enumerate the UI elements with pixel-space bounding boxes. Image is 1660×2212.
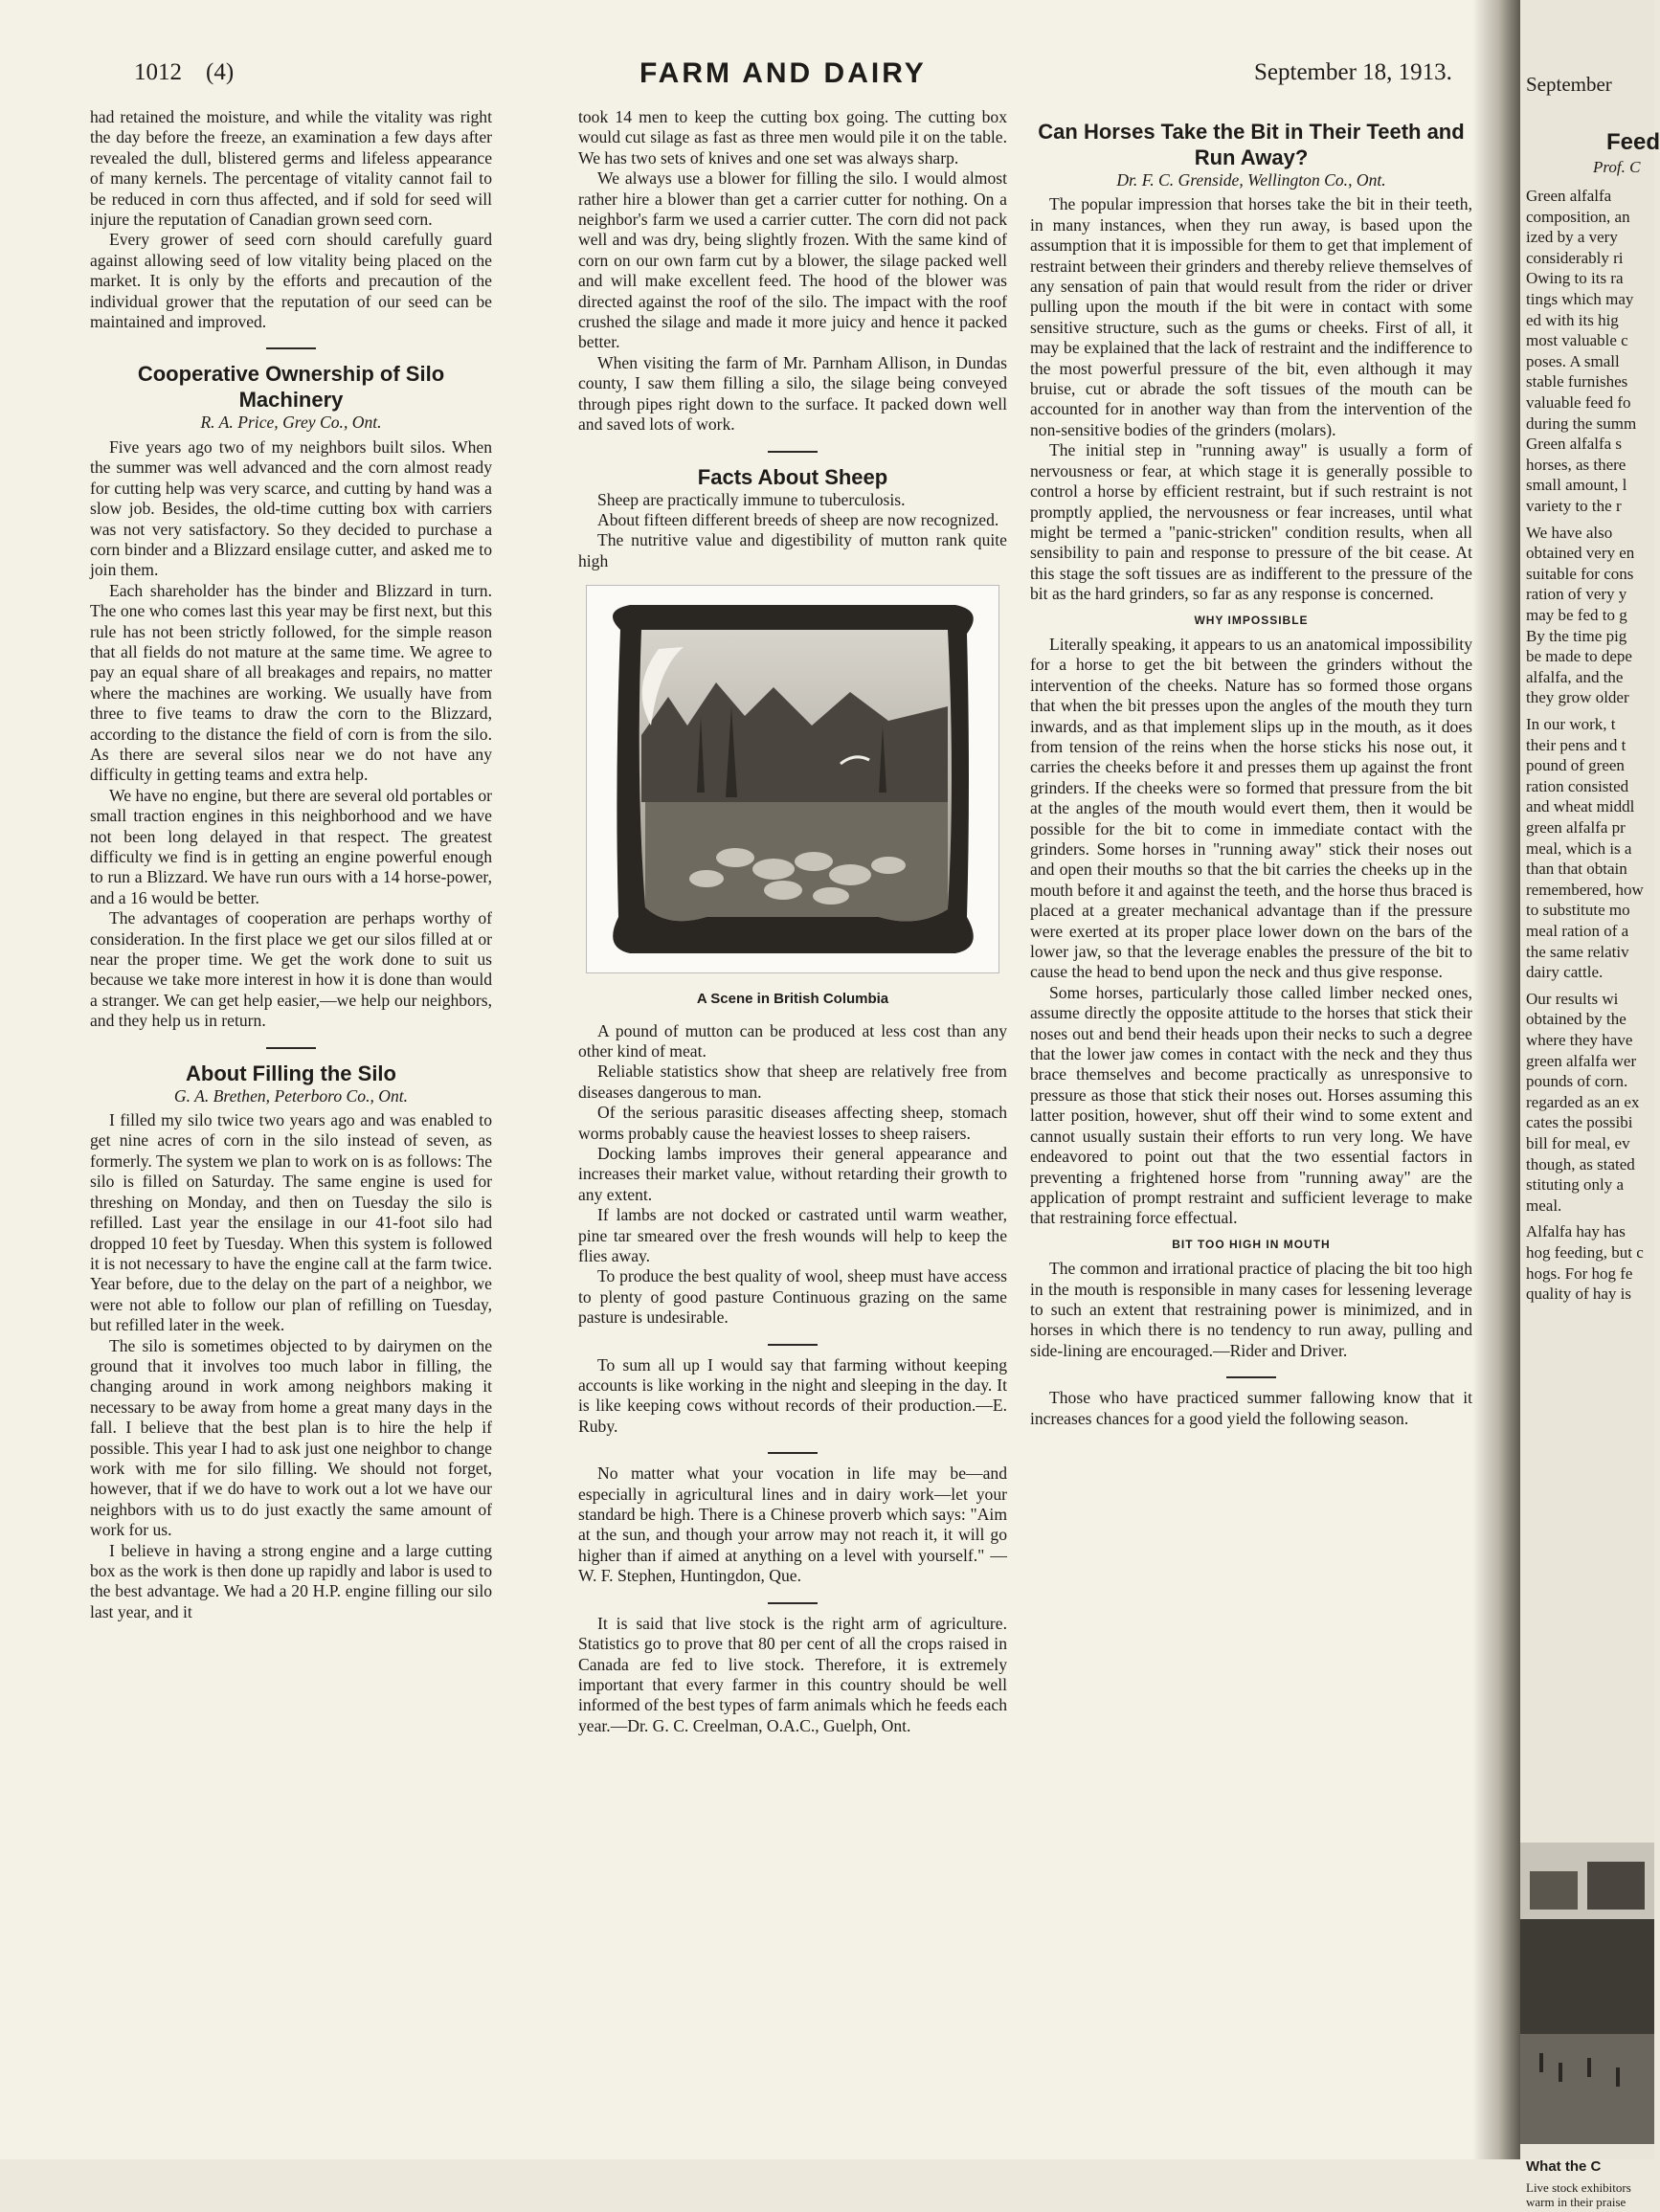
adjacent-page-line: most valuable c [1526, 331, 1628, 350]
divider [768, 1452, 818, 1454]
adjacent-page-line: during the summ [1526, 413, 1637, 433]
byline-grenside: Dr. F. C. Grenside, Wellington Co., Ont. [1116, 170, 1386, 190]
article-paragraph: I filled my silo twice two years ago and was enabled to get nine acres of corn in the silo instead of seven, as formerly. The system we plan to work on is as follows: The silo is filled on Saturday. The same engine is used for threshing on Monday, and then on Tuesday the silo is refilled. Last year the ensilage in our 41-foot silo had dropped 10 feet by Tuesday. When this system is followed it is not necessary to have the engine call at the farm twice. Year before, due to the delay on the part of a neighbor, we were not able to follow our plan of refilling on Tuesday, but refilled later in the week. [90, 1110, 492, 1335]
adjacent-caption-line: warm in their praise [1526, 2195, 1626, 2209]
adjacent-page-line: considerably ri [1526, 248, 1624, 267]
article-paragraph: Sheep are practically immune to tuberculosis. [597, 489, 906, 509]
article-paragraph: The advantages of cooperation are perhaps worthy of consideration. In the first place we get our silos filled at or near the proper time. We get the work done to suit us because we take more interest in how it is done than would a stranger. We can get help easier,—we help our neighbors, and they help us in return. [90, 908, 492, 1031]
sheep-photo-image [592, 592, 994, 967]
article-title-cooperative-ownership: Cooperative Ownership of Silo Machinery [137, 362, 445, 413]
adjacent-page-line: Green alfalfa s [1526, 435, 1623, 454]
adjacent-page-line: meal ration of a [1526, 922, 1629, 940]
article-paragraph: Literally speaking, it appears to us an anatomical impossibility for a horse to get the bit between the grinders without the intervention of the cheeks. Nature has so formed those organs that when the bit presses upon the angles of the mouth they turn inwards, and as that implement slips up in the mouth, as it does from tension of the reins when the horse sticks his nose out, it carries the cheeks before it and presses them up against the front grinders. If the cheeks were so formed that pressure from the bit at the angles of the mouth would evert them, then it would be possible for the bit to come in immediate contact with the grinders. Some horses in "running away" stick their noses out and open their mouths so that the bit carries the cheeks up in the mouth before it and against the teeth, and the horse thus braced is placed at a greater mechanical advantage than if the pressure were exerted at its proper place lower down on the bars of the lower jaw, so that the leverage enables the pressure of the bit to cause the head to bend upon the neck and thus give response. [1030, 634, 1472, 982]
adjacent-page-line: horses, as there [1526, 455, 1626, 474]
adjacent-page-line: poses. A small [1526, 351, 1620, 370]
article-paragraph: The silo is sometimes objected to by dairymen on the ground that it involves too much labor in filling, the changing around in work among neighbors making it necessary to be away from home a great many days in the fall. I believe that the best plan is to hire the help if possible. This year I had to ask just one neighbor to change work with me for silo filling. We should not forget, however, that if we do have to work out a lot we have our neighbors with us to do just exactly the same amount of work for us. [90, 1335, 492, 1540]
divider [266, 347, 316, 349]
article-paragraph: When visiting the farm of Mr. Parnham Allison, in Dundas county, I saw them filling a silo, the silage being conveyed through pipes right down to the surface. It packed down well and saved lots of work. [578, 352, 1007, 435]
adjacent-page-line: hogs. For hog fe [1526, 1263, 1633, 1283]
adjacent-page-line: Our results wi [1526, 989, 1619, 1008]
article-paragraph: Five years ago two of my neighbors built silos. When the summer was well advanced and the corn almost ready for cutting help was very scarce, and cutting by hand was a slow job. Besides, the old-time cutting box with carriers was not very satisfactory. So they decided to purchase a corn binder and a Blizzard ensilage cutter, and asked me to join them. [90, 436, 492, 580]
adjacent-page-line: tings which may [1526, 290, 1634, 308]
filler-note-accounts: To sum all up I would say that farming without keeping accounts is like working in the night and sleeping in the day. It is like keeping cows without records of their production.—E. Ruby. [578, 1354, 1007, 1436]
adjacent-page-line: September [1526, 73, 1612, 96]
column-1 [90, 107, 492, 1622]
filler-note-standard: No matter what your vocation in life may be—and especially in agricultural lines and in dairy work—let your standard be high. There is a Chinese proverb which says: "Aim at the sun, and though your arrow may not reach it, it will go higher than if aimed at anything on a level with yourself." — W. F. Stephen, Huntingdon, Que. [578, 1463, 1007, 1586]
adjacent-page-line: obtained by the [1526, 1010, 1626, 1029]
article-paragraph: Each shareholder has the binder and Blizzard in turn. The one who comes last this year may be first next, but this rule has not been strictly followed, for the simple reason that all fields do not mature at the same time. We agree to pay an equal share of all breakages and repairs, no matter where the machines are working. We usually have from three to five teams to draw the corn to the Blizzard, according to the distance the field of corn is from the silo. As there are several silos near we do not have any difficulty in getting teams and extra help. [90, 580, 492, 785]
adjacent-page-line: the same relativ [1526, 942, 1629, 961]
sheep-photo [586, 585, 999, 973]
article-paragraph: About fifteen different breeds of sheep are now recognized. [597, 509, 999, 529]
adjacent-page-line: ration of very y [1526, 585, 1627, 604]
adjacent-page-line: stable furnishes [1526, 372, 1628, 391]
adjacent-page-line: to substitute mo [1526, 901, 1630, 920]
article-title-facts-about-sheep: Facts About Sheep [697, 464, 888, 489]
adjacent-page-line: dairy cattle. [1526, 963, 1604, 982]
adjacent-page-line: obtained very en [1526, 544, 1635, 563]
filler-note-live-stock: It is said that live stock is the right arm of agriculture. Statistics go to prove that 80 per cent of all the crops raised in Canada are fed to live stock. Therefore, it is extremely important that every farmer in this country should be well informed of the best types of farm animals which he feeds each year.—Dr. G. C. Creelman, O.A.C., Guelph, Ont. [578, 1613, 1007, 1735]
adjacent-page-line: their pens and t [1526, 735, 1626, 754]
page-gutter-shadow [1472, 0, 1520, 2159]
corn-article-continuation: had retained the moisture, and while the vitality was right the day before the freeze, an examination a few days after revealed the dull, blistered germs and lifeless appearance of many kernels. The percentage of vitality cannot fail to be reduced in corn thus affected, and if sold for seed will injure the reputation of Canadian grown seed corn. [90, 107, 492, 230]
article-paragraph: We always use a blower for filling the silo. I would almost rather hire a blower than get a carrier cutter for nothing. On a neighbor's farm we used a carrier cutter. The corn did not pack well and was dry, being slightly frozen. With the same kind of corn on our own farm cut by a blower, the silage packed well and will make excellent feed. The hood of the blower was directed against the roof of the silo. The impact with the roof crushed the silage and made it more juicy and hence it packed better. [578, 168, 1007, 352]
silo-article-continuation: took 14 men to keep the cutting box going. The cutting box would cut silage as fast as three men would pile it on the table. We has two sets of knives and one set was always sharp. [578, 107, 1007, 168]
article-paragraph: Some horses, particularly those called limber necked ones, assume directly the opposite attitude to the horses that stick their noses out and bend their heads upon their necks to such a degree that the lower jaw comes in contact with the neck and they thus brace themselves and become practically as unresponsive to pressure as those that stick their noses out. Horses assuming this latter position, however, shut off their wind to some extent and cannot usually sustain their efforts to run very long. We have endeavored to point out that the two essential factors in preventing a frightened horse from "running away" are the application of prompt restraint and sufficient leverage to make that restraining force effectual. [1030, 982, 1472, 1228]
article-paragraph: The common and irrational practice of placing the bit too high in the mouth is responsible in many cases for lessening leverage to such an extent that restraining power is minimized, and in horses in which there is no tendency to run away, pulling and side-lining are encouraged.—Rider and Driver. [1030, 1259, 1472, 1360]
page-number: 1012 (4) [134, 59, 235, 85]
article-paragraph: Docking lambs improves their general appearance and increases their market value, without retarding their growth to any extent. [578, 1143, 1007, 1204]
adjacent-page-line: ed with its hig [1526, 310, 1619, 329]
adjacent-page-line: remembered, how [1526, 880, 1644, 899]
adjacent-page-line: cates the possibi [1526, 1113, 1633, 1132]
adjacent-page-line: pound of green [1526, 756, 1625, 775]
adjacent-page-line: bill for meal, ev [1526, 1134, 1630, 1152]
adjacent-page-line: By the time pig [1526, 626, 1627, 645]
adjacent-page-line: Feed [1606, 129, 1660, 155]
page-sub-number: (4) [206, 59, 235, 85]
adjacent-page-line: suitable for cons [1526, 564, 1634, 583]
subheading-bit-too-high: BIT TOO HIGH IN MOUTH [1172, 1237, 1331, 1251]
adjacent-page-line: regarded as an ex [1526, 1092, 1640, 1111]
divider [768, 1602, 818, 1604]
issue-date: September 18, 1913. [1254, 59, 1452, 85]
filler-note-summer-fallow: Those who have practiced summer fallowing know that it increases chances for a good yield the following season. [1030, 1388, 1472, 1428]
adjacent-page-line: Green alfalfa [1526, 187, 1612, 205]
adjacent-page-line: may be fed to g [1526, 606, 1627, 624]
subheading-why-impossible: WHY IMPOSSIBLE [1194, 613, 1309, 627]
adjacent-page-line: composition, an [1526, 207, 1630, 226]
adjacent-page-line: variety to the r [1526, 497, 1622, 515]
masthead: FARM AND DAIRY [639, 57, 927, 89]
adjacent-caption-line: Live stock exhibitors [1526, 2180, 1631, 2195]
adjacent-page-line: green alfalfa wer [1526, 1051, 1637, 1070]
column-2 [578, 107, 1007, 1736]
adjacent-page-line: they grow older [1526, 688, 1629, 707]
adjacent-page-line: meal. [1526, 1195, 1562, 1215]
divider [1226, 1376, 1276, 1378]
article-title-horses-bit: Can Horses Take the Bit in Their Teeth and Run Away? [1038, 120, 1465, 169]
article-paragraph: I believe in having a strong engine and a large cutting box as the work is then done up rapidly and labor is used to the best advantage. We had a 20 H.P. engine filling our silo last year, and it [90, 1540, 492, 1621]
adjacent-page-line: be made to depe [1526, 647, 1632, 666]
adjacent-page-line: pounds of corn. [1526, 1072, 1628, 1091]
adjacent-page-line: hog feeding, but c [1526, 1243, 1644, 1262]
article-title-filling-silo: About Filling the Silo [186, 1061, 396, 1085]
adjacent-page-line: quality of hay is [1526, 1285, 1632, 1304]
adjacent-page-line: than that obtain [1526, 860, 1627, 879]
adjacent-page-line: though, as stated [1526, 1154, 1635, 1173]
adjacent-page-line: ized by a very [1526, 228, 1618, 247]
adjacent-page-line: Owing to its ra [1526, 269, 1624, 288]
adjacent-page-photo [1520, 1843, 1654, 2144]
adjacent-page-line: green alfalfa pr [1526, 818, 1626, 837]
adjacent-photo-caption: What the C [1526, 2158, 1602, 2175]
adjacent-page-line: Prof. C [1593, 158, 1641, 176]
adjacent-page [1520, 0, 1660, 2209]
adjacent-page-line: small amount, l [1526, 476, 1627, 495]
divider [266, 1047, 316, 1049]
article-paragraph: Reliable statistics show that sheep are relatively free from diseases dangerous to man. [578, 1061, 1007, 1102]
column-3 [1030, 119, 1472, 1429]
adjacent-page-line: alfalfa, and the [1526, 667, 1624, 686]
article-paragraph: The nutritive value and digestibility of mutton rank quite high [578, 530, 1007, 570]
article-paragraph: We have no engine, but there are several old portables or small traction engines in this neighborhood and we have not been long delayed in that respect. The greatest difficulty we find is in getting an engine powerful enough to run a Blizzard. We have run ours with a 14 horse-power, and a 16 would be better. [90, 785, 492, 907]
adjacent-page-line: In our work, t [1526, 715, 1616, 733]
adjacent-page-line: Alfalfa hay has [1526, 1222, 1626, 1241]
byline-brethen: G. A. Brethen, Peterboro Co., Ont. [173, 1085, 409, 1106]
article-paragraph: If lambs are not docked or castrated until warm weather, pine tar smeared over the fresh wounds will help to keep the flies away. [578, 1205, 1007, 1265]
adjacent-page-line: valuable feed fo [1526, 393, 1631, 412]
article-paragraph: The initial step in "running away" is usually a form of nervousness or fear, at which stage it is generally possible to control a horse by efficient restraint, but if such restraint is not promptly applied, the nervousness or fear increases, until what might be termed a "panic-stricken" condition results, when all sensibility to pain and response to pressure of the bit cease. At this stage the soft tissues are as indifferent to the pressure of the bit as the hard grinders, so far as any response is concerned. [1030, 440, 1472, 604]
article-paragraph: To produce the best quality of wool, sheep must have access to plenty of good pasture Continuous grazing on the same pasture is undesirable. [578, 1266, 1007, 1328]
adjacent-page-line: meal, which is a [1526, 838, 1632, 858]
photo-caption: A Scene in British Columbia [696, 991, 889, 1008]
article-paragraph: A pound of mutton can be produced at less cost than any other kind of meat. [578, 1020, 1007, 1061]
byline-price: R. A. Price, Grey Co., Ont. [200, 413, 382, 433]
corn-article-paragraph: Every grower of seed corn should carefully guard against allowing seed of low vitality being placed on the market. It is only by the efforts and precaution of the individual grower that the reputation of our seed can be maintained and improved. [90, 230, 492, 332]
adjacent-page-line: where they have [1526, 1031, 1633, 1049]
divider [768, 451, 818, 453]
adjacent-page-line: and wheat middl [1526, 797, 1635, 816]
adjacent-page-line: We have also [1526, 523, 1613, 542]
adjacent-page-line: ration consisted [1526, 776, 1629, 795]
article-paragraph: The popular impression that horses take the bit in their teeth, in many instances, when they run away, is based upon the assumption that it is impossible for them to get that implement of restraint between their grinders and thereby relieve themselves of any sensation of pain that would result from the rider or driver pulling upon the mouth if the bit were in contact with some sensitive structure, such as the gums or cheeks. First of all, it may be explained that the lack of restraint and the indifference to the most powerful pressure of the bit, even although it may bruise, cut or abrade the soft tissues of the mouth can be accounted for in another way than from the intervention of the non-sensitive bodies of the grinders (molars). [1030, 194, 1472, 439]
divider [768, 1344, 818, 1346]
adjacent-page-line: stituting only a [1526, 1175, 1624, 1195]
article-paragraph: Of the serious parasitic diseases affecting sheep, stomach worms probably cause the heaviest losses to sheep raisers. [578, 1103, 1007, 1143]
